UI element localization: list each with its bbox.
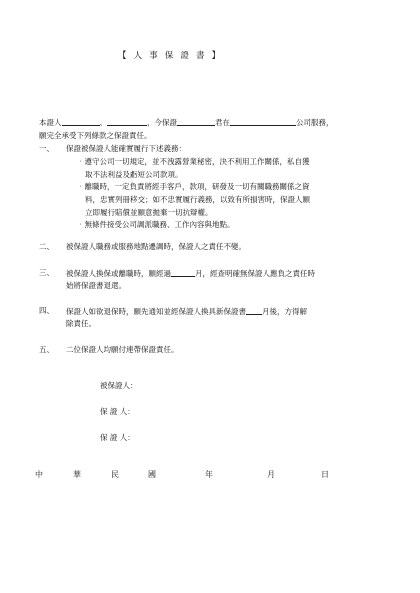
clause-1-item-line: ‧無條件接受公司調派職務、工作內容與地點。 <box>77 220 235 229</box>
clause-4-line-1 <box>66 306 307 317</box>
clause-4-text-b: 月後，方得解 <box>262 307 307 316</box>
clause-1-item-line: 取不法利益及虧短公司款項。 <box>85 170 183 179</box>
months-blank[interactable] <box>171 268 195 277</box>
clause-1-item-line: ‧遵守公司一切規定，並不洩露營業秘密，決不利用工作關係，私自獲 <box>77 157 310 166</box>
intro-text-4: 君在 <box>215 118 230 127</box>
clause-5-text: 二位保證人均願付連帶保證責任。 <box>66 345 179 354</box>
intro-text-5: 公司服務， <box>296 118 334 127</box>
clause-4-text-a: 保證人如欲退保時，願先通知並經保證人換具新保證書 <box>66 307 246 316</box>
date-year: 年 <box>205 470 213 479</box>
date-month: 月 <box>267 470 275 479</box>
clause-1-number: 一、 <box>39 144 54 153</box>
guarantor-1-label: 保 證 人： <box>100 407 135 416</box>
clause-3-number: 三、 <box>39 268 54 277</box>
clause-1-item-line: 立即履行賠償並願意拋棄一切抗辯權。 <box>85 208 213 217</box>
clause-3-line-2: 始將保證書退還。 <box>66 281 126 290</box>
clause-3-line-1 <box>66 268 315 279</box>
date-zhong: 中 <box>35 470 43 479</box>
clause-1-item-line: 料，忠實列冊移交；如不忠實履行義務，以致有所損害時，保證人願 <box>85 195 310 204</box>
clause-2-text: 被保證人職務或服務地點遷調時，保證人之責任不變。 <box>66 242 246 251</box>
guarantor-1-blank[interactable] <box>62 117 100 126</box>
notice-months-blank[interactable] <box>246 306 262 315</box>
date-guo: 國 <box>148 470 156 479</box>
clause-2-number: 二、 <box>39 242 54 251</box>
guarantor-2-label: 保 證 人： <box>100 433 135 442</box>
guarantor-2-blank[interactable] <box>107 117 147 126</box>
date-day: 日 <box>321 470 329 479</box>
guaranteed-person-label: 被保證人： <box>100 381 138 390</box>
clause-5-number: 五、 <box>39 345 54 354</box>
intro-text-1: 本證人 <box>39 118 62 127</box>
date-min: 民 <box>111 470 119 479</box>
clause-4-number: 四、 <box>39 306 54 315</box>
clause-4-line-2: 除責任。 <box>66 319 96 328</box>
intro-text-3: ，今保證 <box>147 118 177 127</box>
clause-1-item-line: ‧離職時，一定負責將經手客戶，款項，研發及一切有關職務關係之資 <box>77 182 310 191</box>
intro-text-2: 、 <box>99 118 107 127</box>
document-title: 【 人 事 保 證 書 】 <box>118 51 223 61</box>
company-name-blank[interactable] <box>230 117 296 126</box>
date-hua: 華 <box>73 470 81 479</box>
intro-line-2: 願完全承受下列條款之保證責任。 <box>39 131 152 140</box>
clause-3-text-b: 月，經查明確無保證人應負之責任時 <box>195 269 315 278</box>
intro-line-1 <box>39 117 334 128</box>
clause-3-text-a: 被保證人換保或離職時，願經過 <box>66 269 171 278</box>
employee-name-blank[interactable] <box>177 117 215 126</box>
clause-1-text: 保證被保證人能確實履行下述義務： <box>66 144 186 153</box>
